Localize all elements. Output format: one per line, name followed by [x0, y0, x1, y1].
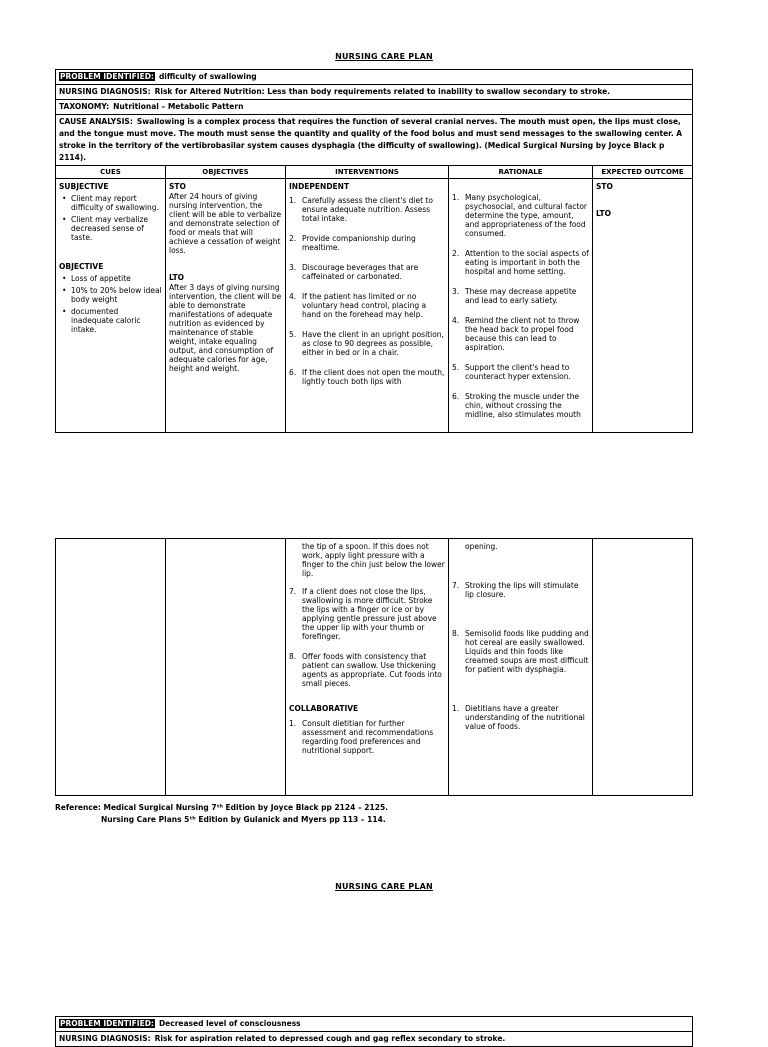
column-header-expected-outcome: EXPECTED OUTCOME — [601, 168, 684, 176]
list-item — [452, 249, 589, 276]
item-number: 5. — [289, 330, 297, 339]
expected-outcome-cell — [593, 179, 692, 432]
rationale-cell — [449, 179, 593, 432]
reference-block — [55, 802, 768, 826]
item-text: Offer foods with consistency that patient can swallow. Use thickening agents as appropriate. Cut foods into small pieces. — [302, 652, 442, 688]
column-header-interventions: INTERVENTIONS — [286, 166, 449, 178]
list-item — [289, 263, 445, 281]
taxonomy-value: Nutritional – Metabolic Pattern — [113, 102, 244, 111]
item-text: Stroking the lips will stimulate lip closure. — [465, 581, 579, 599]
item-number: 1. — [289, 719, 297, 728]
care-plan-table-2 — [55, 1016, 693, 1047]
nursing-diagnosis-value: Risk for Altered Nutrition: Less than body requirements related to inability to swallow secondary to stroke. — [154, 87, 611, 96]
list-item — [452, 287, 589, 305]
table-body-row — [56, 179, 692, 432]
item-text: Carefully assess the client's diet to ensure adequate nutrition. Assess total intake. — [302, 196, 433, 223]
interventions-cell — [286, 179, 449, 432]
list-item — [452, 704, 589, 731]
list-item — [289, 292, 445, 319]
subjective-list — [59, 194, 162, 242]
cause-analysis-label: CAUSE ANALYSIS: — [59, 117, 133, 126]
care-plan-table-continuation — [55, 538, 693, 796]
rationale-list — [452, 193, 589, 419]
outcome-lto-label: LTO — [596, 209, 612, 218]
item-number: 2. — [452, 249, 460, 258]
item-text: Stroking the muscle under the chin, without crossing the midline, also stimulates mouth — [465, 392, 581, 419]
problem-identified-value: difficulty of swallowing — [158, 72, 257, 81]
rationale-cell — [449, 539, 593, 795]
page-title-2: NURSING CARE PLAN — [335, 882, 433, 891]
taxonomy-row — [56, 100, 692, 115]
list-item — [452, 629, 589, 674]
objective-list — [59, 274, 162, 334]
list-item — [452, 581, 589, 599]
cause-analysis-value: Swallowing is a complex process that requires the function of several cranial nerves. The mouth must open, the lips must close, and the tongue must move. The mouth must sense the quantity and quality of the food bolus and must send messages to the swallowing center. A stroke in the territory of the vertibrobasilar system causes dysphagia (the difficulty of swallowing). (Medical Surgical Nursing by Joyce Black p 2114). — [59, 117, 683, 162]
item-number: 4. — [452, 316, 460, 325]
column-header-rationale: RATIONALE — [449, 166, 593, 178]
item-text: Semisolid foods like pudding and hot cereal are easily swallowed. Liquids and thin foods like creamed soups are most difficult for patient with dysphagia. — [465, 629, 589, 674]
item-text: Remind the client not to throw the head back to propel food because this can lead to aspiration. — [465, 316, 580, 352]
list-item — [289, 196, 445, 223]
list-item: • Client may verbalize decreased sense of taste. — [59, 215, 162, 242]
list-item — [452, 316, 589, 352]
list-item: • 10% to 20% below ideal body weight — [59, 286, 162, 304]
list-item — [452, 363, 589, 381]
nursing-diagnosis-row — [56, 1032, 692, 1046]
nursing-diagnosis-label: NURSING DIAGNOSIS: — [59, 87, 151, 96]
item-number: 2. — [289, 234, 297, 243]
objective-label: OBJECTIVE — [59, 262, 104, 271]
cause-analysis-row — [56, 115, 692, 166]
item-text: Attention to the social aspects of eating is important in both the hospital and home setting. — [465, 249, 589, 276]
item-text: Have the client in an upright position, as close to 90 degrees as possible, either in bed or in a chair. — [302, 330, 444, 357]
reference-line-1: Reference: Medical Surgical Nursing 7ᵗʰ Edition by Joyce Black pp 2124 – 2125. — [55, 803, 389, 812]
item-number: 7. — [289, 587, 297, 596]
list-item: • documented inadequate caloric intake. — [59, 307, 162, 334]
item-number: 3. — [452, 287, 460, 296]
sto-label: STO — [169, 182, 186, 191]
item-number: 1. — [452, 193, 460, 202]
subjective-label: SUBJECTIVE — [59, 182, 109, 191]
column-header-objectives: OBJECTIVES — [166, 166, 286, 178]
rationale-continuation-text: opening. — [465, 542, 498, 551]
list-item — [452, 392, 589, 419]
item-text: Provide companionship during mealtime. — [302, 234, 416, 252]
problem-identified-row — [56, 70, 692, 85]
expected-outcome-cell-empty — [593, 539, 692, 795]
item-text: These may decrease appetite and lead to early satiety. — [465, 287, 577, 305]
item-number: 8. — [452, 629, 460, 638]
problem-identified-label: PROBLEM IDENTIFIED: — [60, 72, 154, 81]
item-number: 4. — [289, 292, 297, 301]
rationale-list — [452, 581, 589, 674]
sto-text: After 24 hours of giving nursing intervention, the client will be able to verbalize and demonstrate selection of food or meals that will achieve a cessation of weight loss. — [169, 192, 282, 255]
objectives-cell — [166, 179, 286, 432]
nursing-diagnosis-label: NURSING DIAGNOSIS: — [59, 1034, 151, 1043]
problem-identified-row — [56, 1017, 692, 1032]
care-plan-table-1 — [55, 69, 693, 433]
item-text: Support the client's head to counteract hyper extension. — [465, 363, 571, 381]
nursing-diagnosis-row — [56, 85, 692, 100]
list-item — [289, 719, 445, 755]
item-text: Consult dietitian for further assessment and recommendations regarding food preferences and nutritional support. — [302, 719, 434, 755]
list-item: • Loss of appetite — [59, 274, 162, 283]
collaborative-list — [289, 719, 445, 755]
interventions-cell — [286, 539, 449, 795]
item-number: 1. — [289, 196, 297, 205]
objectives-cell-empty — [166, 539, 286, 795]
cues-cell-empty — [56, 539, 166, 795]
list-item: • Client may report difficulty of swallowing. — [59, 194, 162, 212]
list-item — [289, 587, 445, 641]
table-body-row — [56, 539, 692, 795]
list-item — [289, 652, 445, 688]
reference-line-2: Nursing Care Plans 5ᵗʰ Edition by Gulanick and Myers pp 113 – 114. — [101, 815, 386, 824]
nursing-diagnosis-value: Risk for aspiration related to depressed cough and gag reflex secondary to stroke. — [154, 1034, 506, 1043]
item-number: 8. — [289, 652, 297, 661]
list-item — [289, 368, 445, 386]
problem-identified-value: Decreased level of consciousness — [158, 1019, 301, 1028]
item-text: Dietitians have a greater understanding of the nutritional value of foods. — [465, 704, 585, 731]
item-number: 6. — [452, 392, 460, 401]
independent-label: INDEPENDENT — [289, 182, 350, 191]
taxonomy-label: TAXONOMY: — [59, 102, 110, 111]
intervention-continuation-text: the tip of a spoon. If this does not work, apply light pressure with a finger to the chin just below the lower lip. — [302, 542, 445, 578]
lto-label: LTO — [169, 273, 185, 282]
item-text: Many psychological, psychosocial, and cultural factor determine the type, amount, and appropriateness of the food consumed. — [465, 193, 587, 238]
item-text: If the patient has limited or no voluntary head control, placing a hand on the forehead may help. — [302, 292, 427, 319]
cues-cell — [56, 179, 166, 432]
column-header-cues: CUES — [56, 166, 166, 178]
collaborative-label: COLLABORATIVE — [289, 704, 359, 713]
list-item — [289, 234, 445, 252]
interventions-list — [289, 587, 445, 688]
item-number: 1. — [452, 704, 460, 713]
list-item — [289, 330, 445, 357]
problem-identified-label: PROBLEM IDENTIFIED: — [60, 1019, 154, 1028]
outcome-sto-label: STO — [596, 182, 613, 191]
page-title: NURSING CARE PLAN — [335, 52, 433, 61]
item-number: 6. — [289, 368, 297, 377]
item-text: Discourage beverages that are caffeinated or carbonated. — [302, 263, 419, 281]
item-number: 5. — [452, 363, 460, 372]
list-item — [452, 193, 589, 238]
item-number: 7. — [452, 581, 460, 590]
rationale-collaborative-list — [452, 704, 589, 731]
column-header-row — [56, 166, 692, 179]
item-text: If the client does not open the mouth, lightly touch both lips with — [302, 368, 445, 386]
item-number: 3. — [289, 263, 297, 272]
item-text: If a client does not close the lips, swallowing is more difficult. Stroke the lips with a finger or ice or by applying gentle pressure just above the upper lip with your thumb or forefinger. — [302, 587, 437, 641]
interventions-list — [289, 196, 445, 386]
lto-text: After 3 days of giving nursing intervention, the client will be able to demonstrate manifestations of adequate nutrition as evidenced by maintenance of stable weight, intake equaling output, and consumption of adequate calories for age, height and weight. — [169, 283, 282, 373]
